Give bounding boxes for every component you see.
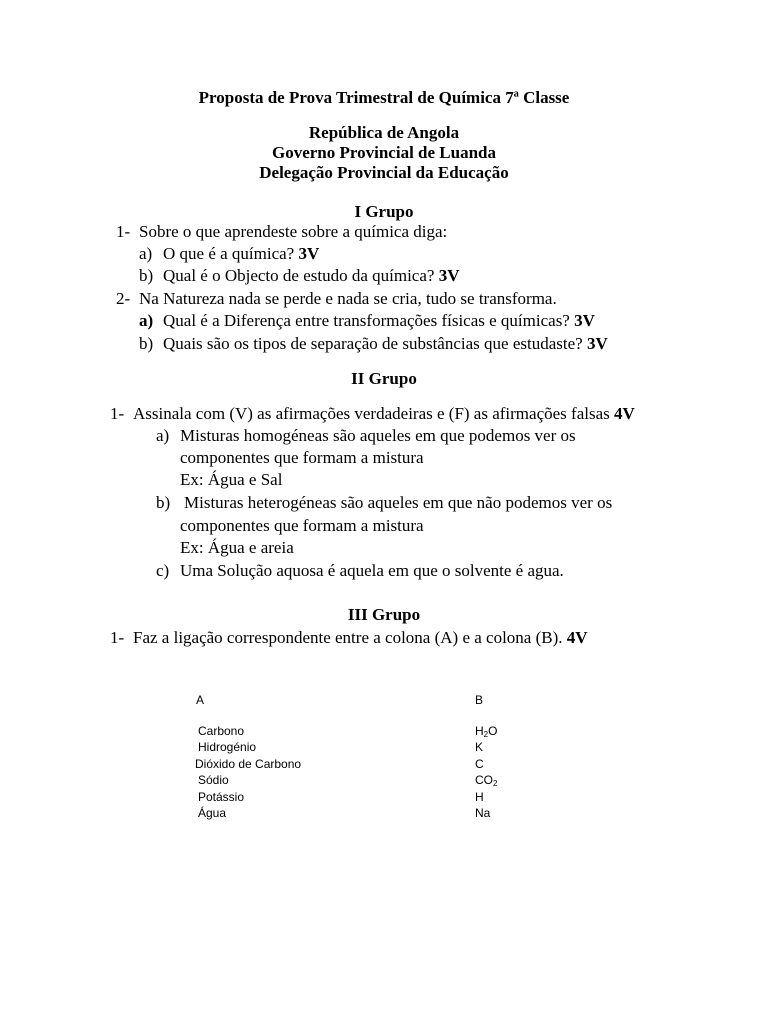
group-2-item-b-line-3: Ex: Água e areia [180,538,294,557]
group-3-heading: III Grupo [347,605,421,624]
header-province: Governo Provincial de Luanda [271,143,496,162]
group-1-q2b-line [163,334,608,354]
group-1-q1b-text: Qual é o Objecto de estudo da química? [163,266,435,285]
group-2-item-b-line-2: componentes que formam a mistura [180,516,424,535]
group-1-q1a-text: O que é a química? [163,244,295,263]
group-2-item-b-line-1: Misturas heterogéneas são aqueles em que não podemos ver os [184,493,613,512]
group-1-q2a-line [163,311,595,331]
column-b-item-c: C [475,757,484,771]
group-1-q2a-score: 3V [574,311,595,330]
group-1-q1b-letter: b) [139,266,154,285]
column-b-item-k: K [475,740,484,754]
group-3-question-1-line [133,628,588,648]
column-b-item-h2o: $H_2O$ [475,724,498,739]
column-b-item-co2: $CO_2$ [475,773,498,788]
group-1-heading: I Grupo [354,202,414,221]
group-3-question-1-score: 4V [566,628,588,647]
group-1-question-2-text: Na Natureza nada se perde e nada se cria, tudo se transforma. [139,289,557,308]
group-1-q1a-score: 3V [298,244,320,263]
group-2-item-c-line-1: Uma Solução aquosa é aquela em que o solvente é agua. [180,561,564,580]
group-3-question-1-number: 1- [110,628,125,647]
group-2-item-a-line-3: Ex: Água e Sal [180,470,283,489]
group-1-q2b-text: Quais são os tipos de separação de substâncias que estudaste? [163,334,583,353]
column-b-item-na: Na [475,806,491,820]
column-a-header: A [196,693,205,707]
group-1-question-1-text: Sobre o que aprendeste sobre a química diga: [139,222,448,241]
group-1-q1b-score: 3V [438,266,460,285]
group-2-heading: II Grupo [351,369,417,388]
group-1-q2b-score: 3V [586,334,608,353]
header-republic: República de Angola [308,123,460,142]
column-b-item-h: H [475,790,484,804]
group-1-question-1-number: 1- [116,222,131,241]
group-1-q1a-letter: a) [139,244,153,263]
group-1-q2b-letter: b) [139,334,154,353]
group-2-question-1-score: 4V [614,404,635,423]
group-2-item-c-letter: c) [156,561,170,580]
group-1-q1b-line [163,266,459,286]
group-2-question-1-line [133,404,635,424]
document-title: Proposta de Prova Trimestral de Química 7ª Classe [198,88,570,107]
group-1-q2a-letter: a) [139,311,154,330]
column-a-item-dioxido-de-carbono: Dióxido de Carbono [195,757,302,771]
group-1-q2a-text: Qual é a Diferença entre transformações físicas e químicas? [163,311,570,330]
group-2-item-b-letter: b) [156,493,171,512]
group-2-item-a-line-2: componentes que formam a mistura [180,448,424,467]
group-2-question-1-number: 1- [110,404,125,423]
header-delegation: Delegação Provincial da Educação [259,163,509,182]
group-2-item-a-letter: a) [156,426,170,445]
column-a-item-agua: Água [198,806,227,820]
group-1-q1a-line [163,244,319,264]
column-a-item-hidrogenio: Hidrogénio [198,740,257,754]
column-a-item-carbono: Carbono [198,724,245,738]
column-a-item-potassio: Potássio [198,790,245,804]
group-2-question-1-text: Assinala com (V) as afirmações verdadeiras e (F) as afirmações falsas [133,404,610,423]
column-a-item-sodio: Sódio [198,773,229,787]
column-b-header: B [475,693,484,707]
group-3-question-1-text: Faz a ligação correspondente entre a colona (A) e a colona (B). [133,628,563,647]
group-2-item-a-line-1: Misturas homogéneas são aqueles em que podemos ver os [180,426,576,445]
group-1-question-2-number: 2- [116,289,131,308]
